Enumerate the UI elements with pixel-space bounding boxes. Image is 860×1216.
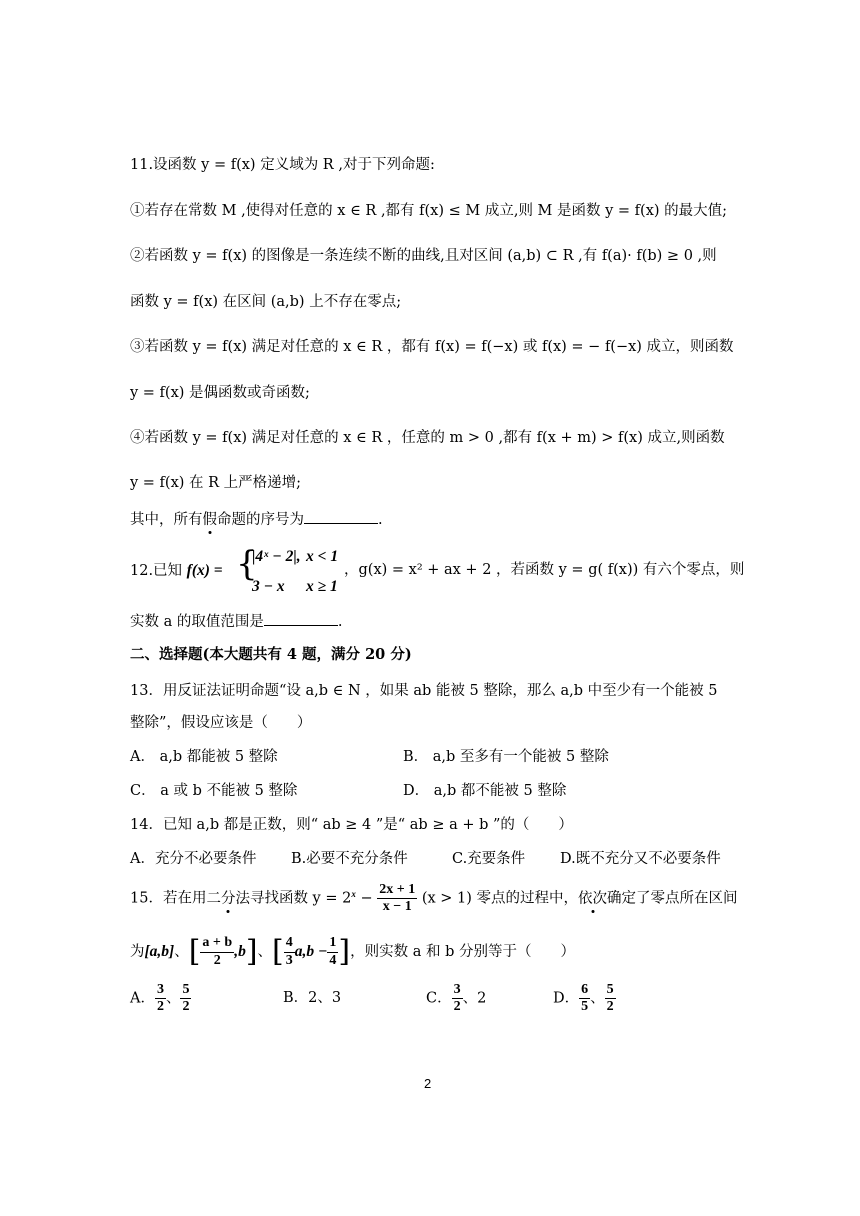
q15-interval-3-fraction-b: $\frac{1}{4}$ [329,935,337,968]
q14-option-b: B.必要不充分条件 [291,851,408,867]
page-number: 2 [424,1076,432,1091]
q11-proposition-2-line2: 函数 y = f(x) 在区间 (a,b) 上不存在零点; [130,294,402,310]
q15-line1-end: 确定了零点所在区间 [607,890,738,907]
q15-fraction: $\frac{2x + 1}{x - 1}$ [379,882,416,915]
q12-line2: 实数 a 的取值范围是 . [130,614,343,630]
q15-condition: (x > 1) 零点的过程中， [421,890,579,907]
q12-cond2: x ≥ 1 [306,578,338,595]
q12-line1 [130,563,223,579]
q15-option-a: A． $\frac{3}{2}$ 、 $\frac{5}{2}$ [130,982,190,1015]
q15-question: ，则实数 a 和 b 分别等于（ ） [350,944,575,960]
q11-proposition-1: ①若存在常数 M ,使得对任意的 x ∈ R ,都有 f(x) ≤ M 成立,则 M 是函数 y = f(x) 的最大值; [130,203,728,219]
q11-proposition-2-line1: ②若函数 y = f(x) 的图像是一条连续不断的曲线,且对区间 (a,b) ⊂ R ,有 f(a)· f(b) ≥ 0 ,则 [130,248,717,264]
q11-proposition-3-line2: y = f(x) 是偶函数或奇函数; [130,385,310,401]
q12-answer-blank [264,613,338,626]
q12-case1: |4ˣ − 2|, [252,548,301,565]
q13-line2: 整除”，假设应该是（ ） [130,715,312,731]
q15-interval-2-fraction: $\frac{a + b}{2}$ [202,935,233,968]
section-2-heading: 二、选择题(本大题共有 4 题，满分 20 分) [130,646,412,663]
q15-function-start: 寻找函数 y = 2 [249,890,352,907]
q12-g-def: ，g(x) = x² + ax + 2 ，若函数 y = g( f(x)) 有六个零点，则 [344,562,745,578]
q15-line2: 为[a,b]、[ $\frac{a + b}{2}$ ,b]、[ $\frac{4}{3}$ a,b − $\frac{1}{4}$ ]，则实数 a 和 b 分别等于（ ） [130,934,575,969]
q11-intro: 11.设函数 y = f(x) 定义域为 R ,对于下列命题: [130,157,435,173]
q11-answer-blank [304,511,378,524]
q11-question-pre: 其中，所有 [130,512,203,528]
q12-pre: 12.已知 [130,563,183,579]
q14-option-a: A．充分不必要条件 [130,851,257,867]
q11-question-emphasis: 假 [202,512,217,528]
q15-emphasis-bisection: 二分法 [206,890,250,907]
q12-cond1: x < 1 [306,548,339,565]
q12-piecewise-brace: { [236,544,258,584]
q11-question: 其中，所有假命题的序号为 . [130,512,383,528]
q12-f-def: f(x) = [186,562,223,579]
q11-proposition-4-line2: y = f(x) 在 R 上严格递增; [130,475,302,491]
q13-option-a: A． a,b 都能被 5 整除 [130,749,278,765]
q15-interval-3-fraction-a: $\frac{4}{3}$ [285,935,293,968]
q13-option-d: D． a,b 都不能被 5 整除 [403,783,567,799]
q12-case2: 3 − x [252,578,285,595]
q13-option-b: B． a,b 至多有一个能被 5 整除 [403,749,609,765]
q15-interval-1: [a,b] [144,943,175,960]
q11-proposition-4-line1: ④若函数 y = f(x) 满足对任意的 x ∈ R ，任意的 m > 0 ,都有 f(x + m) > f(x) 成立,则函数 [130,430,725,446]
q11-proposition-3-line1: ③若函数 y = f(x) 满足对任意的 x ∈ R ，都有 f(x) = f(−x) 或 f(x) = − f(−x) 成立，则函数 [130,339,734,355]
q15-line1: 15．若在用二分法寻找函数 $y = 2^x$ − $\frac{2x + 1}{x - 1}$ (x > 1) 零点的过程中，依次确定了零点所在区间 [130,882,738,915]
q13-line1: 13．用反证法证明命题“设 a,b ∈ N ，如果 ab 能被 5 整除，那么 a,b 中至少有一个能被 5 [130,683,718,699]
q14-line1: 14．已知 a,b 都是正数，则“ ab ≥ 4 ”是“ ab ≥ a + b ”的（ ） [130,817,573,833]
q15-option-b: B．2、3 [283,990,342,1006]
q15-option-c: C． $\frac{3}{2}$ 、2 [426,982,487,1015]
q11-question-post: 命题的序号为 [217,512,304,528]
q15-option-d: D． $\frac{6}{5}$ 、 $\frac{5}{2}$ [553,982,614,1015]
q12-question: 实数 a 的取值范围是 [130,614,264,630]
q15-emphasis-sequence: 依次 [578,890,608,907]
q14-option-c: C.充要条件 [452,851,526,867]
q14-option-d: D.既不充分又不必要条件 [560,851,721,867]
q15-pre: 15．若在用 [130,890,207,907]
q13-option-c: C． a 或 b 不能被 5 整除 [130,783,298,799]
